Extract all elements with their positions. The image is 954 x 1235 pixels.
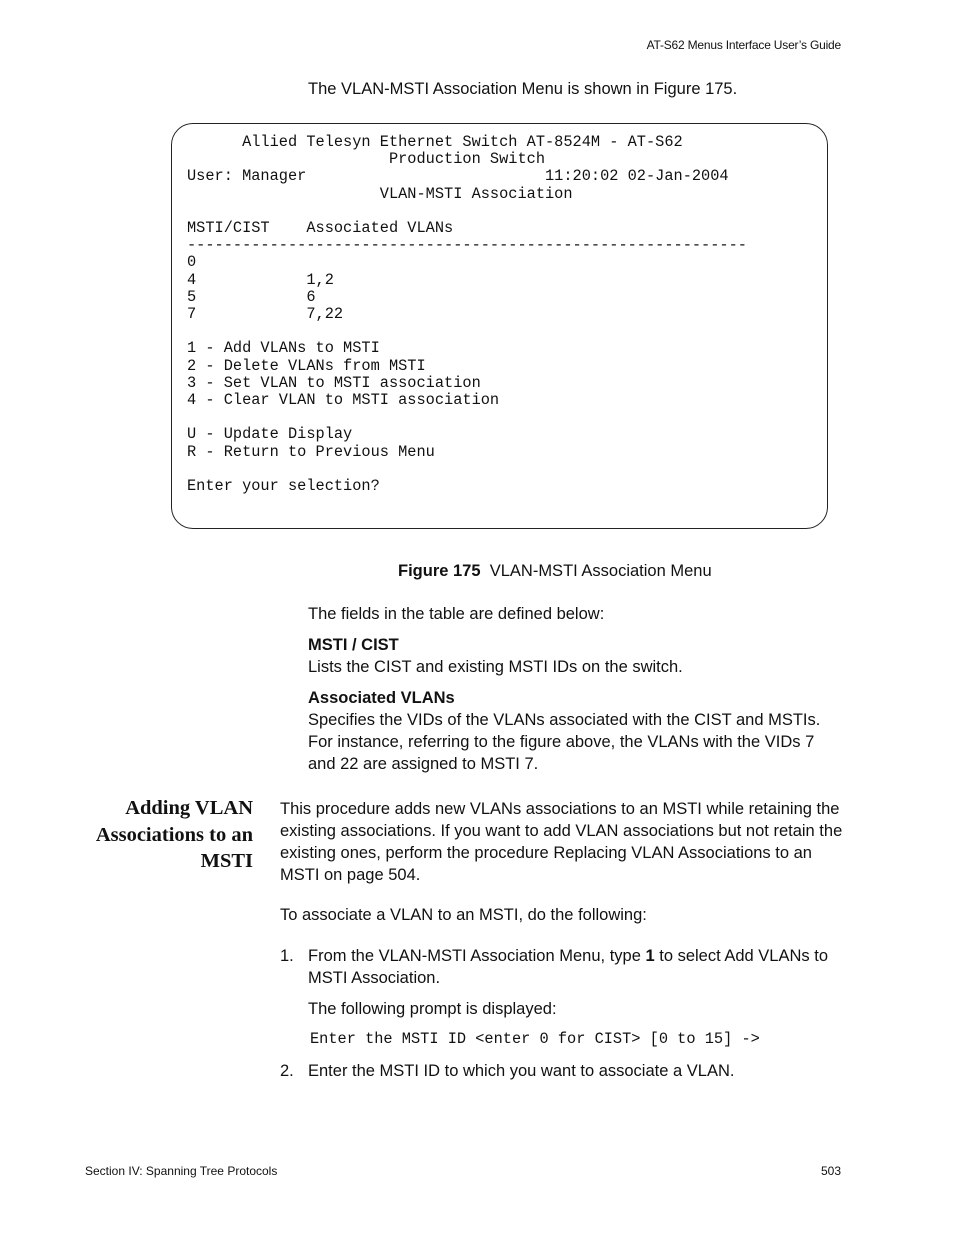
footer-section: Section IV: Spanning Tree Protocols [85,1164,278,1178]
definition-description: Specifies the VIDs of the VLANs associated with the CIST and MSTIs. For instance, referring to the figure above, the VLANs with the VIDs 7 and 22 are assigned to MSTI 7. [308,711,821,773]
terminal-line: VLAN-MSTI Association [187,184,573,203]
section-paragraph: To associate a VLAN to an MSTI, do the following: [280,906,647,924]
section-heading-line: Associations to an [95,823,253,846]
terminal-line: U - Update Display [187,425,353,444]
terminal-screen-text [187,134,747,495]
step-note: The following prompt is displayed: [308,1000,557,1018]
figure-caption-label: Figure 175 [398,562,481,580]
terminal-line: 4 1,2 [187,270,334,289]
terminal-line: 2 - Delete VLANs from MSTI [187,356,426,375]
step-text-part: to select Add VLANs to MSTI Association. [308,947,829,987]
step-text-part: From the VLAN-MSTI Association Menu, type [308,947,646,965]
terminal-line: 5 6 [187,287,316,306]
running-header: AT-S62 Menus Interface User’s Guide [646,38,841,52]
step-number: 2. [280,1062,294,1080]
terminal-line: 4 - Clear VLAN to MSTI association [187,391,500,410]
step-text [308,945,848,989]
definition-description: Lists the CIST and existing MSTI IDs on the switch. [308,658,683,676]
step-text: Enter the MSTI ID to which you want to associate a VLAN. [308,1062,735,1080]
definition-term: MSTI / CIST [308,636,399,654]
fields-intro: The fields in the table are defined below: [308,605,605,623]
intro-sentence: The VLAN-MSTI Association Menu is shown in Figure 175. [308,80,738,98]
terminal-line: Allied Telesyn Ethernet Switch AT-8524M - AT-S62 [187,133,683,151]
step-key: 1 [645,947,655,965]
section-heading-line: MSTI [200,850,253,872]
terminal-line: User: Manager 11:20:02 02-Jan-2004 [187,167,729,186]
terminal-line: 1 - Add VLANs to MSTI [187,339,380,358]
terminal-line: ------------------------------------------------------------- [187,236,747,255]
terminal-line: 7 7,22 [187,305,344,324]
figure-caption [398,562,712,581]
terminal-line: Production Switch [187,150,546,169]
terminal-line: MSTI/CIST Associated VLANs [187,219,454,238]
section-heading [60,795,253,875]
definition-term: Associated VLANs [308,689,455,707]
terminal-line: R - Return to Previous Menu [187,442,435,461]
terminal-screen-figure [171,123,828,529]
section-heading-line: Adding VLAN [125,797,253,819]
figure-caption-text: VLAN-MSTI Association Menu [489,562,712,580]
console-prompt: Enter the MSTI ID <enter 0 for CIST> [0 to 15] -> [310,1030,760,1048]
step-number: 1. [280,947,294,965]
page-number: 503 [820,1164,841,1178]
terminal-line: Enter your selection? [187,477,380,496]
section-paragraph: This procedure adds new VLANs associations to an MSTI while retaining the existing associations. If you want to add VLAN associations but not retain the existing ones, perform the procedure Replacing VLAN Associations to an MSTI on page 504. [280,800,843,884]
terminal-line: 3 - Set VLAN to MSTI association [187,373,481,392]
terminal-line: 0 [187,253,197,272]
